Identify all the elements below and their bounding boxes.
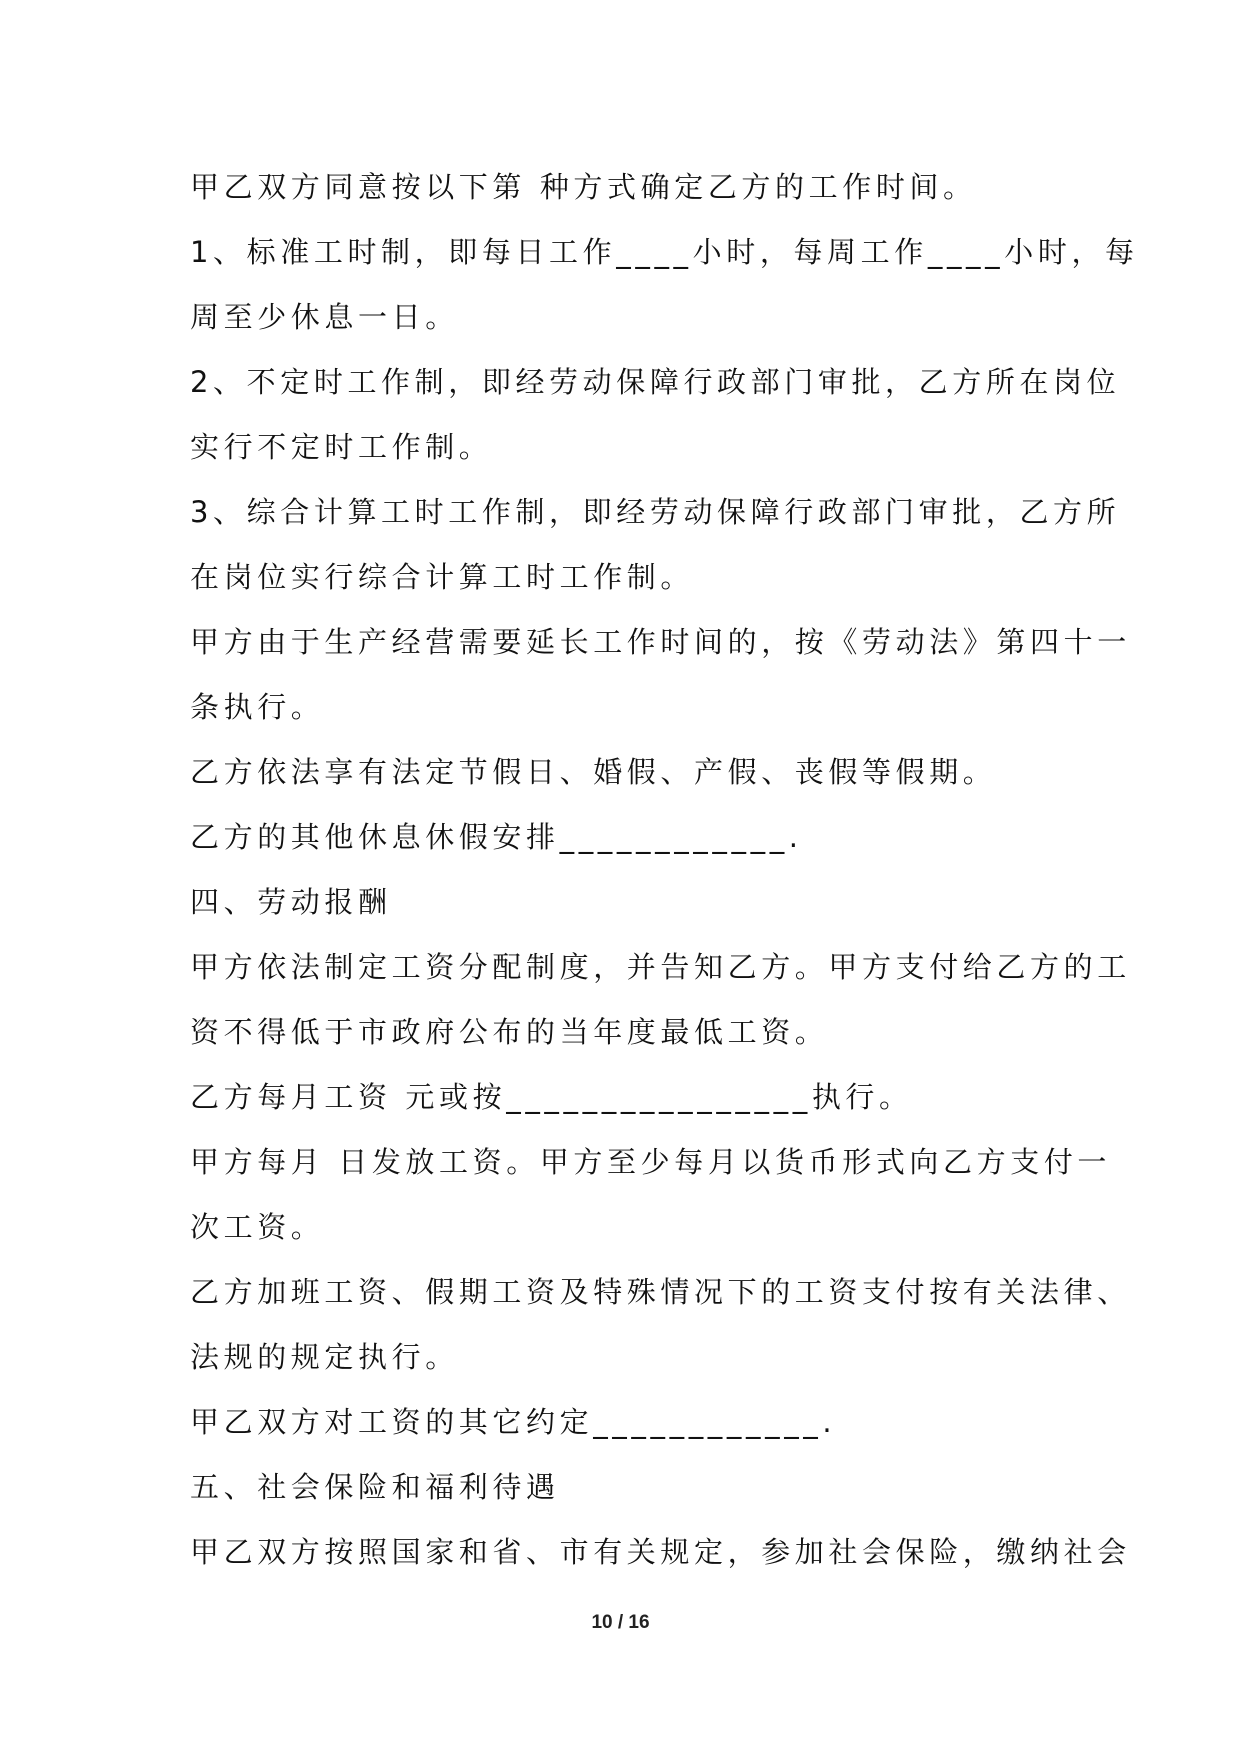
- text-line: 乙方每月工资 元或按________________执行。: [190, 1080, 913, 1114]
- text-line: 甲方依法制定工资分配制度，并告知乙方。甲方支付给乙方的工: [190, 950, 1131, 984]
- page-number: 10 / 16: [591, 1612, 650, 1633]
- text-line: 条执行。: [190, 690, 325, 724]
- section-heading: 五、社会保险和福利待遇: [190, 1470, 560, 1504]
- text-line: 乙方依法享有法定节假日、婚假、产假、丧假等假期。: [190, 755, 997, 789]
- text-line: 次工资。: [190, 1210, 325, 1244]
- text-line: 乙方加班工资、假期工资及特殊情况下的工资支付按有关法律、: [190, 1275, 1131, 1309]
- text-line: 资不得低于市政府公布的当年度最低工资。: [190, 1015, 829, 1049]
- section-heading: 四、劳动报酬: [190, 885, 392, 919]
- text-line: 实行不定时工作制。: [190, 430, 493, 464]
- text-line: 甲乙双方按照国家和省、市有关规定，参加社会保险，缴纳社会: [190, 1535, 1131, 1569]
- text-line: 甲方由于生产经营需要延长工作时间的，按《劳动法》第四十一: [190, 625, 1131, 659]
- text-line: 法规的规定执行。: [190, 1340, 459, 1374]
- text-line: 3、综合计算工时工作制，即经劳动保障行政部门审批，乙方所: [190, 495, 1121, 529]
- text-line: 甲乙双方同意按以下第 种方式确定乙方的工作时间。: [190, 170, 977, 204]
- text-line: 1、标准工时制，即每日工作____小时，每周工作____小时，每: [190, 235, 1139, 269]
- text-line: 周至少休息一日。: [190, 300, 459, 334]
- text-line: 乙方的其他休息休假安排____________.: [190, 820, 803, 854]
- document-body: [190, 155, 1139, 1585]
- text-line: 甲方每月 日发放工资。甲方至少每月以货币形式向乙方支付一: [190, 1145, 1112, 1179]
- text-line: 在岗位实行综合计算工时工作制。: [190, 560, 695, 594]
- text-line: 甲乙双方对工资的其它约定____________.: [190, 1405, 837, 1439]
- text-line: 2、不定时工作制，即经劳动保障行政部门审批，乙方所在岗位: [190, 365, 1121, 399]
